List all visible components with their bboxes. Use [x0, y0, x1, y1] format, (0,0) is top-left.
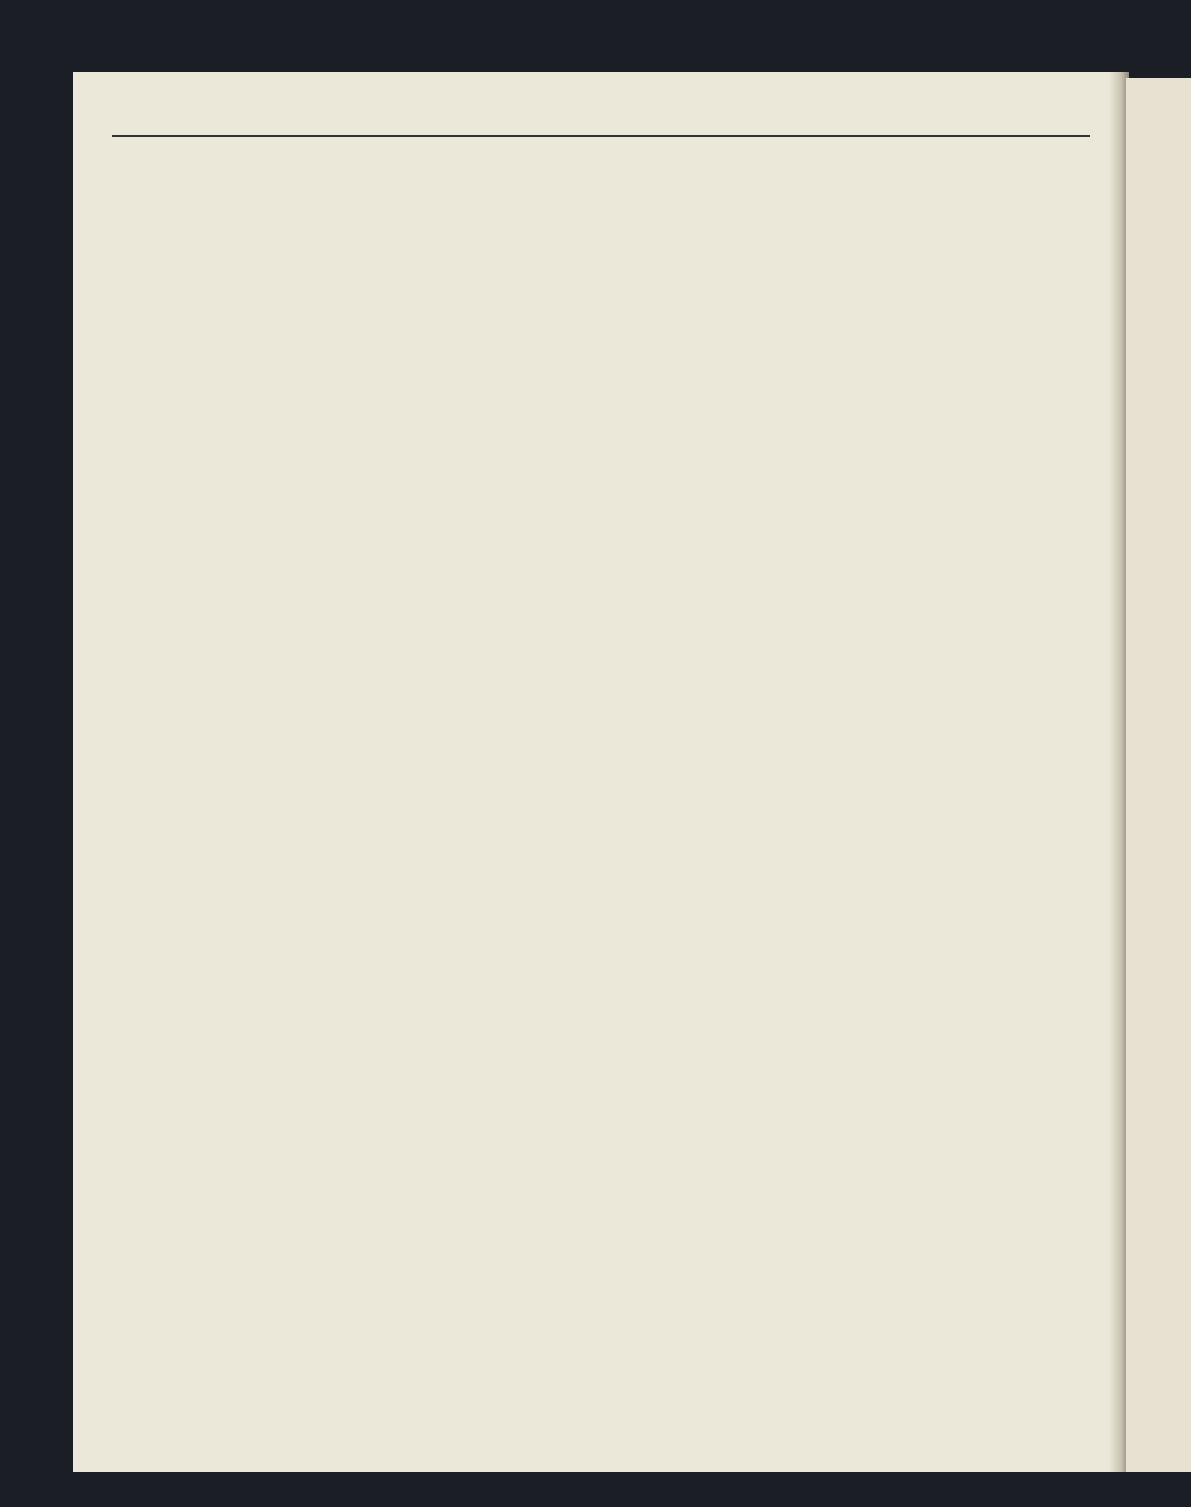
next-page-strip: [1126, 78, 1191, 1472]
page-paper: [73, 72, 1119, 1472]
header-rule: [112, 135, 1090, 137]
